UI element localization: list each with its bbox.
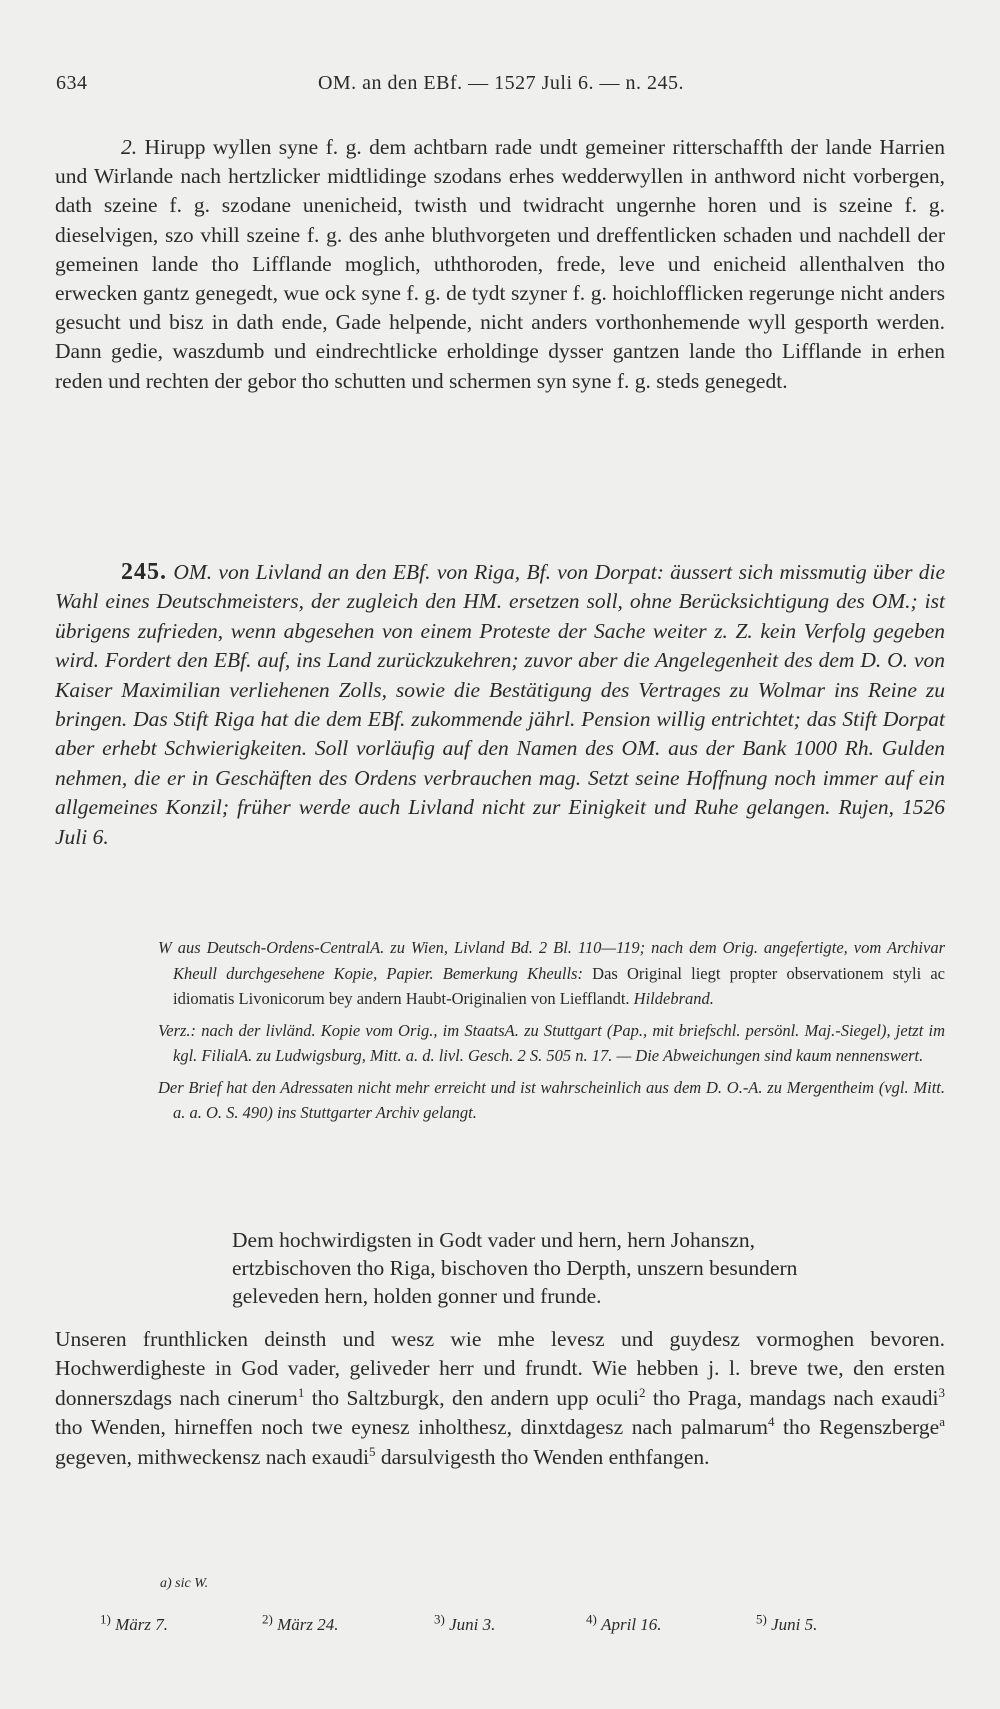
- letter-text-2: tho Saltzburgk, den andern upp oculi: [304, 1385, 639, 1410]
- paragraph-number: 2.: [121, 135, 138, 159]
- apparatus-ref-a: a: [939, 1414, 945, 1430]
- footnote-4: $^{4)}$ April 16.: [586, 1611, 662, 1634]
- paragraph-continuation: [55, 133, 945, 396]
- footnote-ref-3: 3: [938, 1384, 945, 1400]
- footnote-5: $^{5)}$ Juni 5.: [756, 1611, 818, 1634]
- source-note-1-quote: Das Original liegt propter observationem styli ac idiomatis Livonicorum bey andern Haubt-Originalien von Liefflandt.: [173, 963, 945, 1008]
- footnote-2: $^{2)}$ März 24.: [262, 1611, 339, 1634]
- letter-address: [232, 1226, 932, 1310]
- source-note-2: Verz.: nach der livländ. Kopie vom Orig., im StaatsA. zu Stuttgart (Pap., mit briefschl. persönl. Maj.-Siegel), jetzt im kgl. FilialA. zu Ludwigsburg, Mitt. a. d. livl. Gesch. 2 S. 505 n. 17. — Die Abweichungen sind kaum nennenswert.: [158, 1020, 945, 1065]
- address-line-1: Dem hochwirdigsten in Godt vader und hern, hern Johanszn,: [232, 1228, 756, 1252]
- footnote-3: $^{3)}$ Juni 3.: [434, 1611, 496, 1634]
- footnote-ref-1: 1: [297, 1384, 305, 1400]
- footnote-ref-4: 4: [768, 1414, 775, 1430]
- address-line-2: ertzbischoven tho Riga, bischoven tho Derpth, unszern besundern: [232, 1256, 798, 1280]
- letter-text-4: tho Wenden, hirneffen noch twe eynesz inholthesz, dinxtdagesz nach palmarum: [55, 1415, 768, 1440]
- footnote-ref-2: 2: [638, 1384, 646, 1400]
- footnote-1: $^{1)}$ März 7.: [100, 1611, 168, 1634]
- regest-text: OM. von Livland an den EBf. von Riga, Bf. von Dorpat: äussert sich missmutig über die Wahl eines Deutschmeisters, der zugleich den HM. ersetzen soll, ohne Berücksichtigung des OM.; ist übrigens zufrieden, wenn abgesehen von einem Proteste der Sache weiter z. Z. kein Verfolg gegeben wird. Fordert den EBf. auf, ins Land zurückzukehren; zuvor aber die Angelegenheit des dem D. O. von Kaiser Maximilian verliehenen Zolls, sowie die Bestätigung des Vertrages zu Wolmar ins Reine zu bringen. Das Stift Riga hat die dem EBf. zukommende jährl. Pension willig entrichtet; das Stift Dorpat aber erhebt Schwierigkeiten. Soll vorläufig auf den Namen des OM. aus der Bank 1000 Rh. Gulden nehmen, die er in Geschäften des Ordens verbrauchen mag. Setzt seine Hoffnung noch immer auf ein allgemeines Konzil; früher werde auch Livland nicht zur Einigkeit und Ruhe gelangen. Rujen, 1526 Juli 6.: [55, 560, 946, 849]
- letter-body: [55, 1325, 945, 1472]
- footnote-ref-5: 5: [369, 1443, 376, 1459]
- source-note-1: [145, 935, 945, 1012]
- letter-text-6: gegeven, mithweckensz nach exaudi: [55, 1444, 370, 1469]
- running-title: OM. an den EBf. — 1527 Juli 6. — n. 245.: [317, 72, 685, 94]
- footnotes: [100, 1611, 900, 1645]
- letter-text-3: tho Praga, mandags nach exaudi: [645, 1385, 939, 1410]
- source-note-1-signature: Hildebrand.: [633, 989, 714, 1008]
- source-note-3: Der Brief hat den Adressaten nicht mehr erreicht und ist wahrscheinlich aus dem D. O.-A. zu Mergentheim (vgl. Mitt. a. a. O. S. 490) ins Stuttgarter Archiv gelangt.: [158, 1077, 945, 1122]
- apparatus-note-a: a) sic W.: [160, 1576, 209, 1591]
- address-line-3: geleveden hern, holden gonner und frunde.: [232, 1284, 602, 1308]
- document-regest: [55, 558, 945, 852]
- letter-text-5: tho Regenszberge: [774, 1415, 940, 1440]
- running-header: [56, 72, 946, 102]
- letter-text-7: darsulvigesth tho Wenden enthfangen.: [375, 1444, 710, 1469]
- source-note-1-italic: W aus Deutsch-Ordens-CentralA. zu Wien, Livland Bd. 2 Bl. 110—119; nach dem Orig. angefertigte, vom Archivar Kheull durchgesehene Kopie, Papier. Bemerkung Kheulls:: [158, 938, 945, 983]
- letter-text-1: Unseren frunthlicken deinsth und wesz wie mhe levesz und guydesz vormoghen bevoren. Hochwerdigheste in God vader, geliveder herr und frundt. Wie hebben j. l. breve twe, den ersten donnerszdags nach cinerum: [55, 1327, 945, 1410]
- document-number: 245.: [121, 559, 167, 585]
- source-notes: [145, 935, 945, 1132]
- paragraph-text: Hirupp wyllen syne f. g. dem achtbarn rade undt gemeiner ritterschaffth der lande Harrien und Wirlande nach hertzlicker midtlidinge szodans erhes wedderwyllen in anthword nicht vorbergen, dath szeine f. g. szodane unenicheid, twisth und twidracht ungernhe horen und is szeine f. g. dieselvigen, szo vhill szeine f. g. des anhe bluthvorgeten und dreffentlicken schaden und nachdell der gemeinen lande tho Lifflande moglich, uththoroden, frede, leve und enicheid allenthalven tho erwecken gantz genegedt, wue ock syne f. g. de tydt szyner f. g. hoichlofflicken regerunge nicht anders gesucht und bisz in dath ende, Gade helpende, nicht anders vorthonhemende wyll gesporth werden. Dann gedie, waszdumb und eindrechtlicke erholdinge dysser gantzen lande tho Lifflande in erhen reden und rechten der gebor tho schutten und schermen syn syne f. g. steds genegedt.: [55, 135, 946, 393]
- page-number: 634: [56, 72, 88, 94]
